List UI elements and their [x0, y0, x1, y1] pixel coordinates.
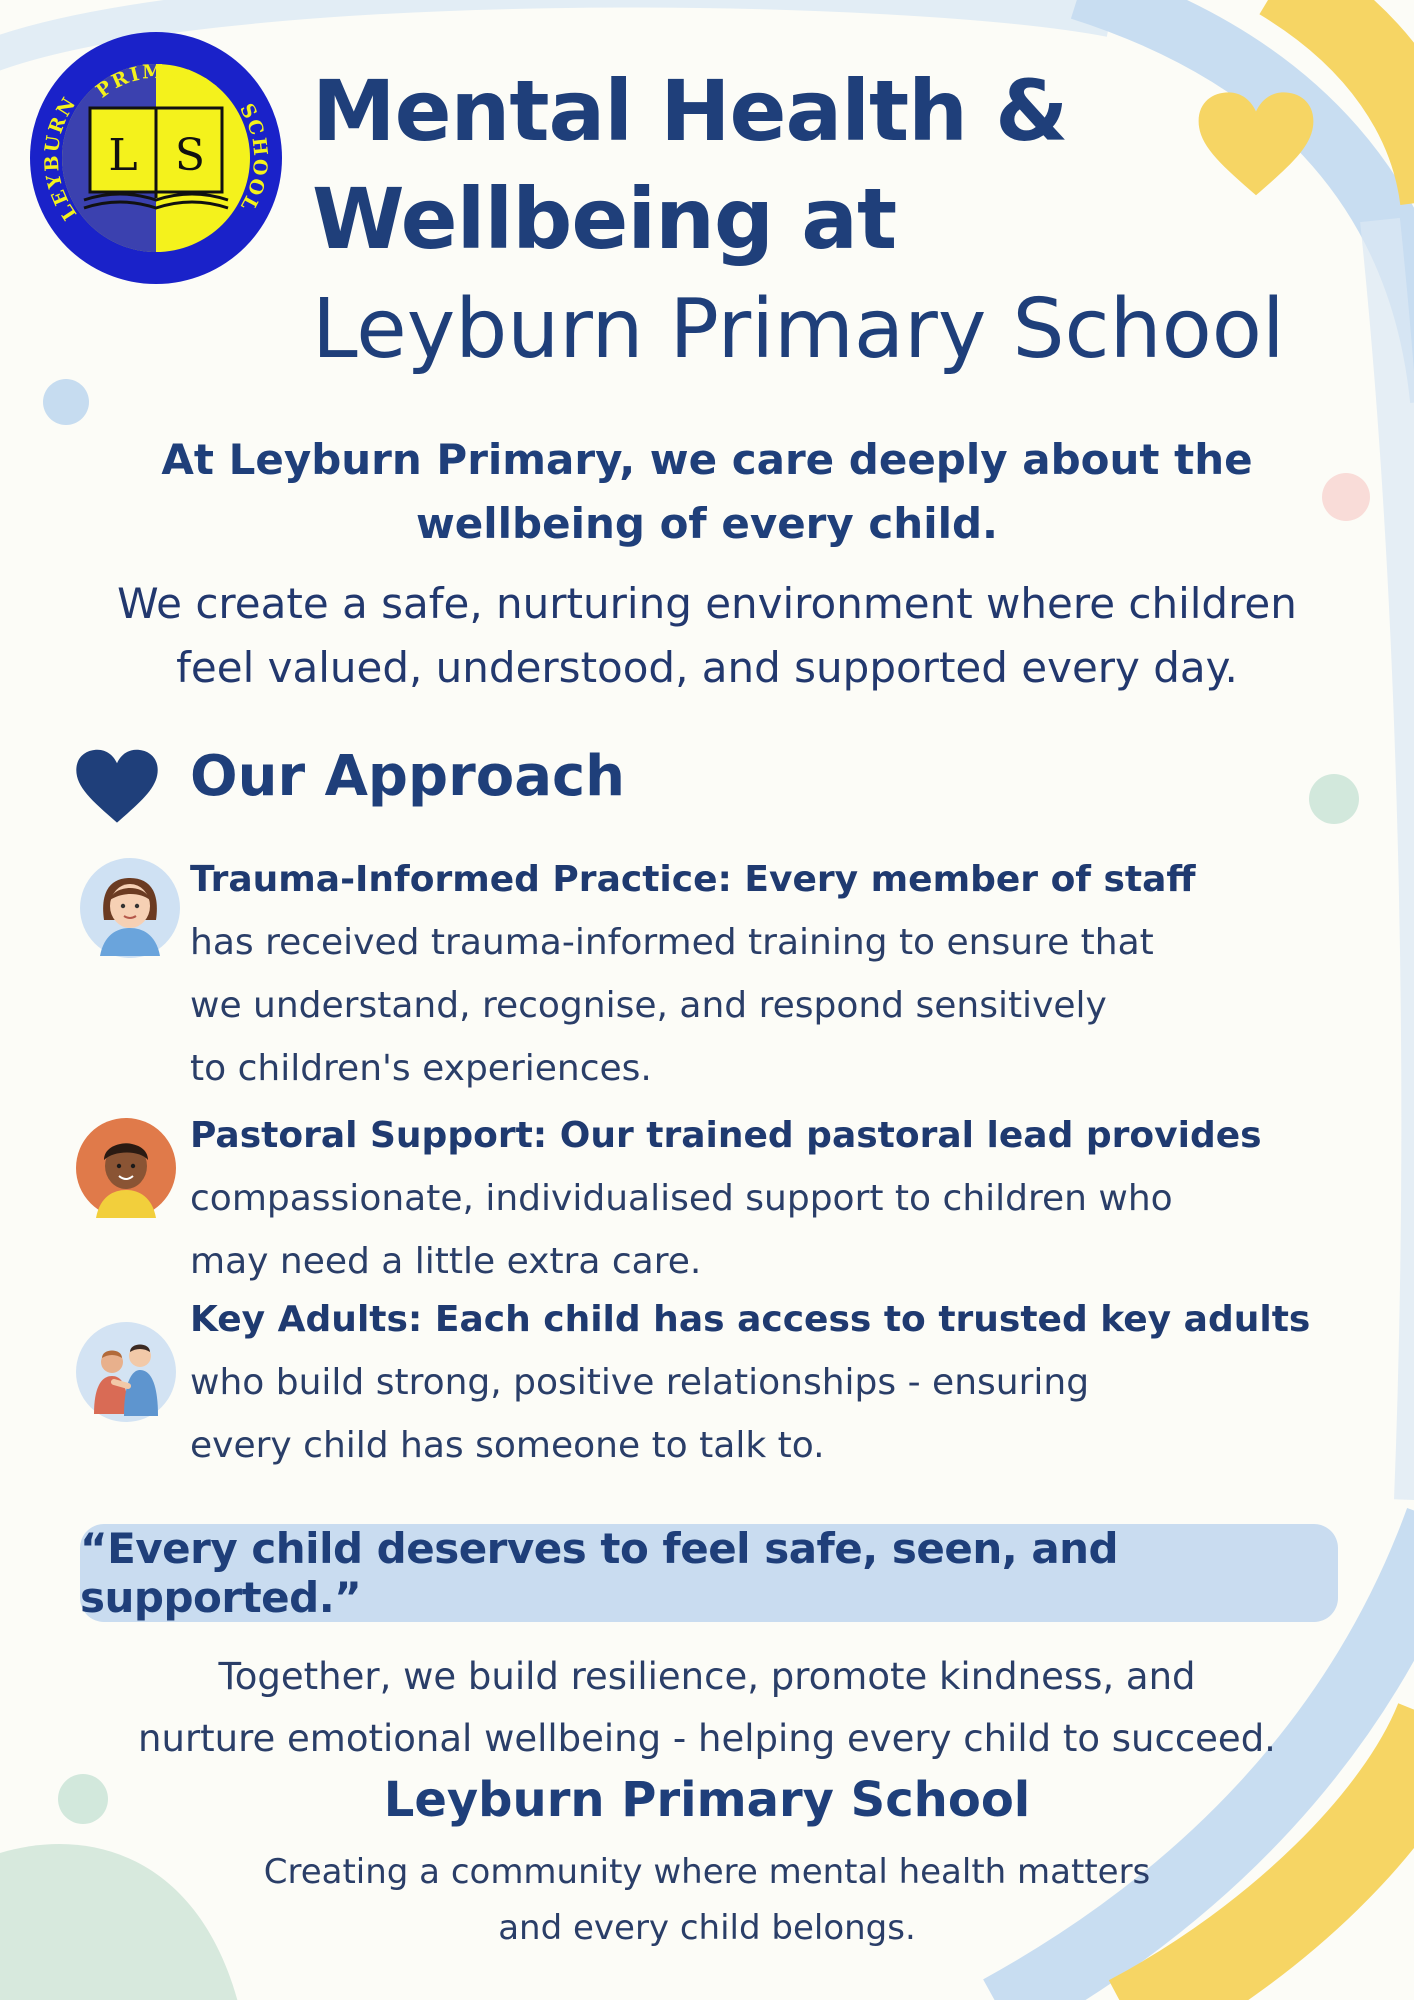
closing-statement	[80, 1646, 1334, 1770]
logo-ring-left: LEYBURN	[40, 92, 82, 224]
approach-item-text	[190, 1288, 1350, 1477]
title-line-3: Leyburn Primary School	[312, 282, 1285, 377]
intro-body-line-1: We create a safe, nurturing environment where children	[117, 579, 1297, 628]
yellow-heart-icon	[1196, 90, 1316, 200]
approach-item-lead: Pastoral Support: Our trained pastoral lead provides	[190, 1115, 1262, 1156]
adults-avatar-icon	[74, 1320, 178, 1424]
approach-item-lead: Trauma-Informed Practice: Every member of staff	[190, 859, 1196, 900]
quote-text: “Every child deserves to feel safe, seen, and supported.”	[80, 1524, 1119, 1622]
intro-lead-line-2: wellbeing of every child.	[415, 499, 999, 548]
approach-heading: Our Approach	[190, 744, 626, 809]
approach-item-line: has received trauma-informed training to ensure that	[190, 922, 1154, 963]
approach-item-text	[190, 1104, 1350, 1293]
logo-ring-right: SCHOOL	[235, 99, 272, 217]
navy-heart-icon	[74, 748, 160, 826]
footer-tagline-line-1: Creating a community where mental health matters	[263, 1852, 1151, 1892]
footer-tagline-line-2: and every child belongs.	[498, 1908, 916, 1948]
approach-item-line: every child has someone to talk to.	[190, 1425, 825, 1466]
footer-tagline	[80, 1844, 1334, 1956]
logo-initial-right: S	[174, 130, 206, 181]
school-logo	[28, 30, 284, 286]
logo-ring-top: PRIMARY	[91, 60, 221, 103]
intro-body-line-2: feel valued, understood, and supported every day.	[176, 643, 1238, 692]
title-line-1: Mental Health &	[312, 62, 1068, 160]
intro-body	[80, 572, 1334, 700]
quote-banner	[80, 1524, 1338, 1622]
girl-avatar-icon	[78, 856, 182, 960]
closing-line-1: Together, we build resilience, promote kindness, and	[218, 1655, 1196, 1698]
footer-school-name: Leyburn Primary School	[383, 1772, 1031, 1828]
closing-line-2: nurture emotional wellbeing - helping every child to succeed.	[138, 1717, 1276, 1760]
approach-item-line: we understand, recognise, and respond sensitively	[190, 985, 1107, 1026]
approach-item-lead: Key Adults: Each child has access to trusted key adults	[190, 1299, 1311, 1340]
approach-item-line: to children's experiences.	[190, 1048, 652, 1089]
approach-item-line: may need a little extra care.	[190, 1241, 702, 1282]
approach-item-line: who build strong, positive relationships - ensuring	[190, 1362, 1090, 1403]
boy-avatar-icon	[74, 1116, 178, 1220]
logo-initial-left: L	[108, 130, 138, 181]
title-line-2: Wellbeing at	[312, 170, 897, 268]
approach-item-text	[190, 848, 1350, 1100]
intro-lead-line-1: At Leyburn Primary, we care deeply about the	[161, 435, 1253, 484]
approach-item-line: compassionate, individualised support to children who	[190, 1178, 1173, 1219]
intro-lead	[80, 428, 1334, 556]
